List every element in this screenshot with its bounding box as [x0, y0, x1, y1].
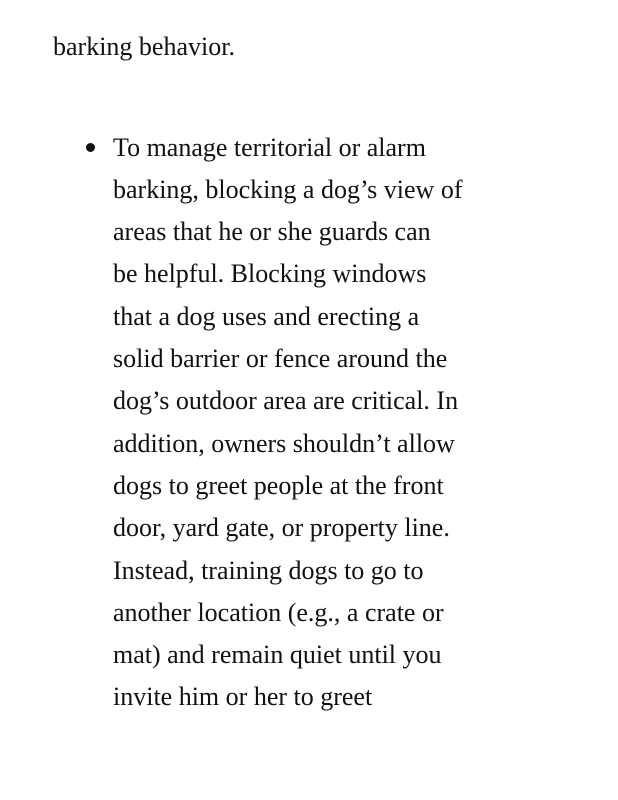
bullet-line-5: that a dog uses and erecting a — [113, 302, 420, 331]
bullet-line-13: mat) and remain quiet until you — [113, 640, 442, 669]
bullet-line-3: areas that he or she guards can — [113, 217, 431, 246]
bullet-line-7: dog’s outdoor area are critical. In — [113, 386, 459, 415]
bullet-line-4: be helpful. Blocking windows — [113, 259, 427, 288]
bullet-line-8: addition, owners shouldn’t allow — [113, 429, 455, 458]
bullet-line-14: invite him or her to greet — [113, 682, 373, 711]
bullet-line-2: barking, blocking a dog’s view of — [113, 175, 463, 204]
bullet-line-11: Instead, training dogs to go to — [113, 556, 424, 585]
bullet-line-9: dogs to greet people at the front — [113, 471, 444, 500]
bullet-line-10: door, yard gate, or property line. — [113, 513, 450, 542]
bullet-line-1: To manage territorial or alarm — [113, 133, 426, 162]
paragraph-fragment: barking behavior. — [53, 32, 235, 61]
bullet-icon — [86, 143, 95, 152]
bullet-line-12: another location (e.g., a crate or — [113, 598, 444, 627]
bullet-line-6: solid barrier or fence around the — [113, 344, 448, 373]
